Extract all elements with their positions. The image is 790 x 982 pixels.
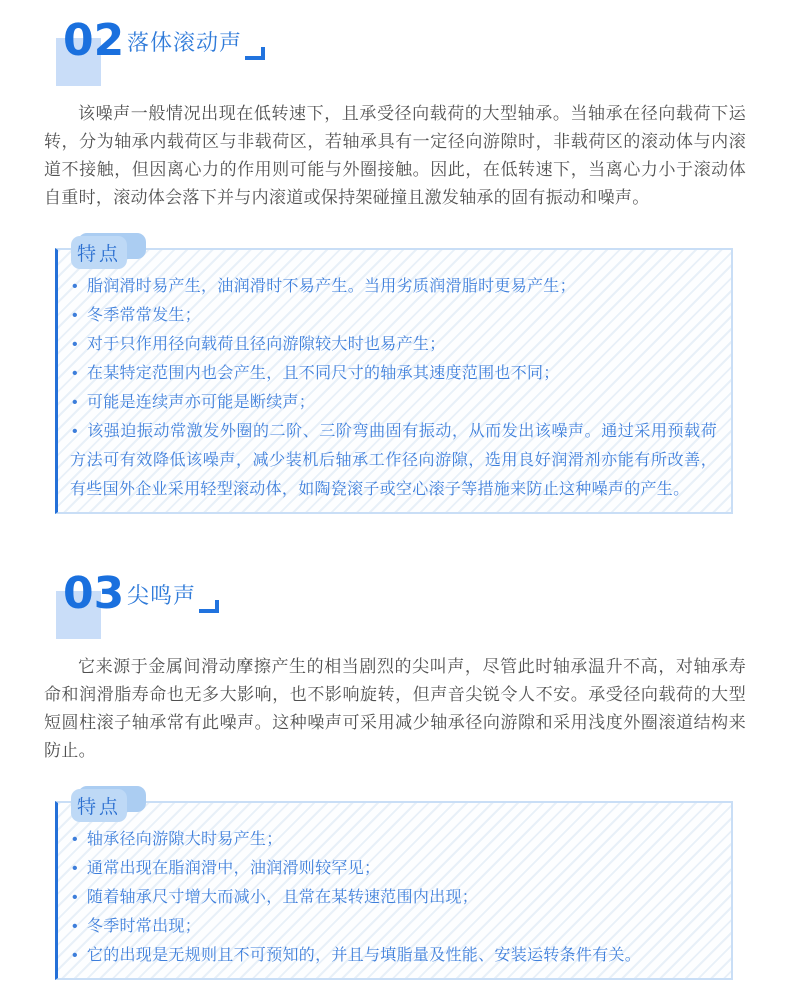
list-item: • 对于只作用径向载荷且径向游隙较大时也易产生； xyxy=(70,330,717,359)
feature-list xyxy=(70,825,717,970)
list-item: • 脂润滑时易产生，油润滑时不易产生。当用劣质润滑脂时更易产生； xyxy=(70,272,717,301)
feature-box xyxy=(55,797,733,980)
list-item: • 冬季常常发生； xyxy=(70,301,717,330)
list-item: • 在某特定范围内也会产生，且不同尺寸的轴承其速度范围也不同； xyxy=(70,359,717,388)
feature-box xyxy=(55,244,733,514)
section-squeal-sound xyxy=(0,569,790,980)
corner-bracket-decoration xyxy=(199,600,219,613)
corner-bracket-decoration xyxy=(245,47,265,60)
section-number: 03 xyxy=(63,568,125,619)
section-falling-rolling-sound xyxy=(0,16,790,514)
feature-list xyxy=(70,272,717,504)
section-paragraph: 该噪声一般情况出现在低转速下，且承受径向载荷的大型轴承。当轴承在径向载荷下运转，分为轴承内载荷区与非载荷区，若轴承具有一定径向游隙时，非载荷区的滚动体与内滚道不接触，但因离心力的作用则可能与外圈接触。因此，在低转速下，当离心力小于滚动体自重时，滚动体会落下并与内滚道或保持架碰撞且激发轴承的固有振动和噪声。 xyxy=(44,104,746,207)
list-item: • 该强迫振动常激发外圈的二阶、三阶弯曲固有振动，从而发出该噪声。通过采用预载荷方法可有效降低该噪声，减少装机后轴承工作径向游隙，选用良好润滑剂亦能有所改善，有些国外企业采用轻型滚动体，如陶瓷滚子或空心滚子等措施来防止这种噪声的产生。 xyxy=(70,417,717,504)
section-heading xyxy=(0,569,790,641)
section-heading xyxy=(0,16,790,88)
list-item: • 随着轴承尺寸增大而减小，且常在某转速范围内出现； xyxy=(70,883,717,912)
list-item: • 它的出现是无规则且不可预知的，并且与填脂量及性能、安装运转条件有关。 xyxy=(70,941,717,970)
feature-tab-label: 特点 xyxy=(71,789,127,822)
list-item: • 轴承径向游隙大时易产生； xyxy=(70,825,717,854)
feature-tab-label: 特点 xyxy=(71,236,127,269)
heading-title-row xyxy=(127,28,265,60)
list-item: • 可能是连续声亦可能是断续声； xyxy=(70,388,717,417)
list-item: • 通常出现在脂润滑中，油润滑则较罕见； xyxy=(70,854,717,883)
heading-title-row xyxy=(127,581,219,613)
section-number: 02 xyxy=(63,15,125,66)
section-paragraph: 它来源于金属间滑动摩擦产生的相当剧烈的尖叫声，尽管此时轴承温升不高，对轴承寿命和润滑脂寿命也无多大影响，也不影响旋转，但声音尖锐令人不安。承受径向载荷的大型短圆柱滚子轴承常有此噪声。这种噪声可采用减少轴承径向游隙和采用浅度外圈滚道结构来防止。 xyxy=(44,657,746,760)
section-title: 尖鸣声 xyxy=(127,583,197,608)
section-title: 落体滚动声 xyxy=(127,30,243,55)
list-item: • 冬季时常出现； xyxy=(70,912,717,941)
